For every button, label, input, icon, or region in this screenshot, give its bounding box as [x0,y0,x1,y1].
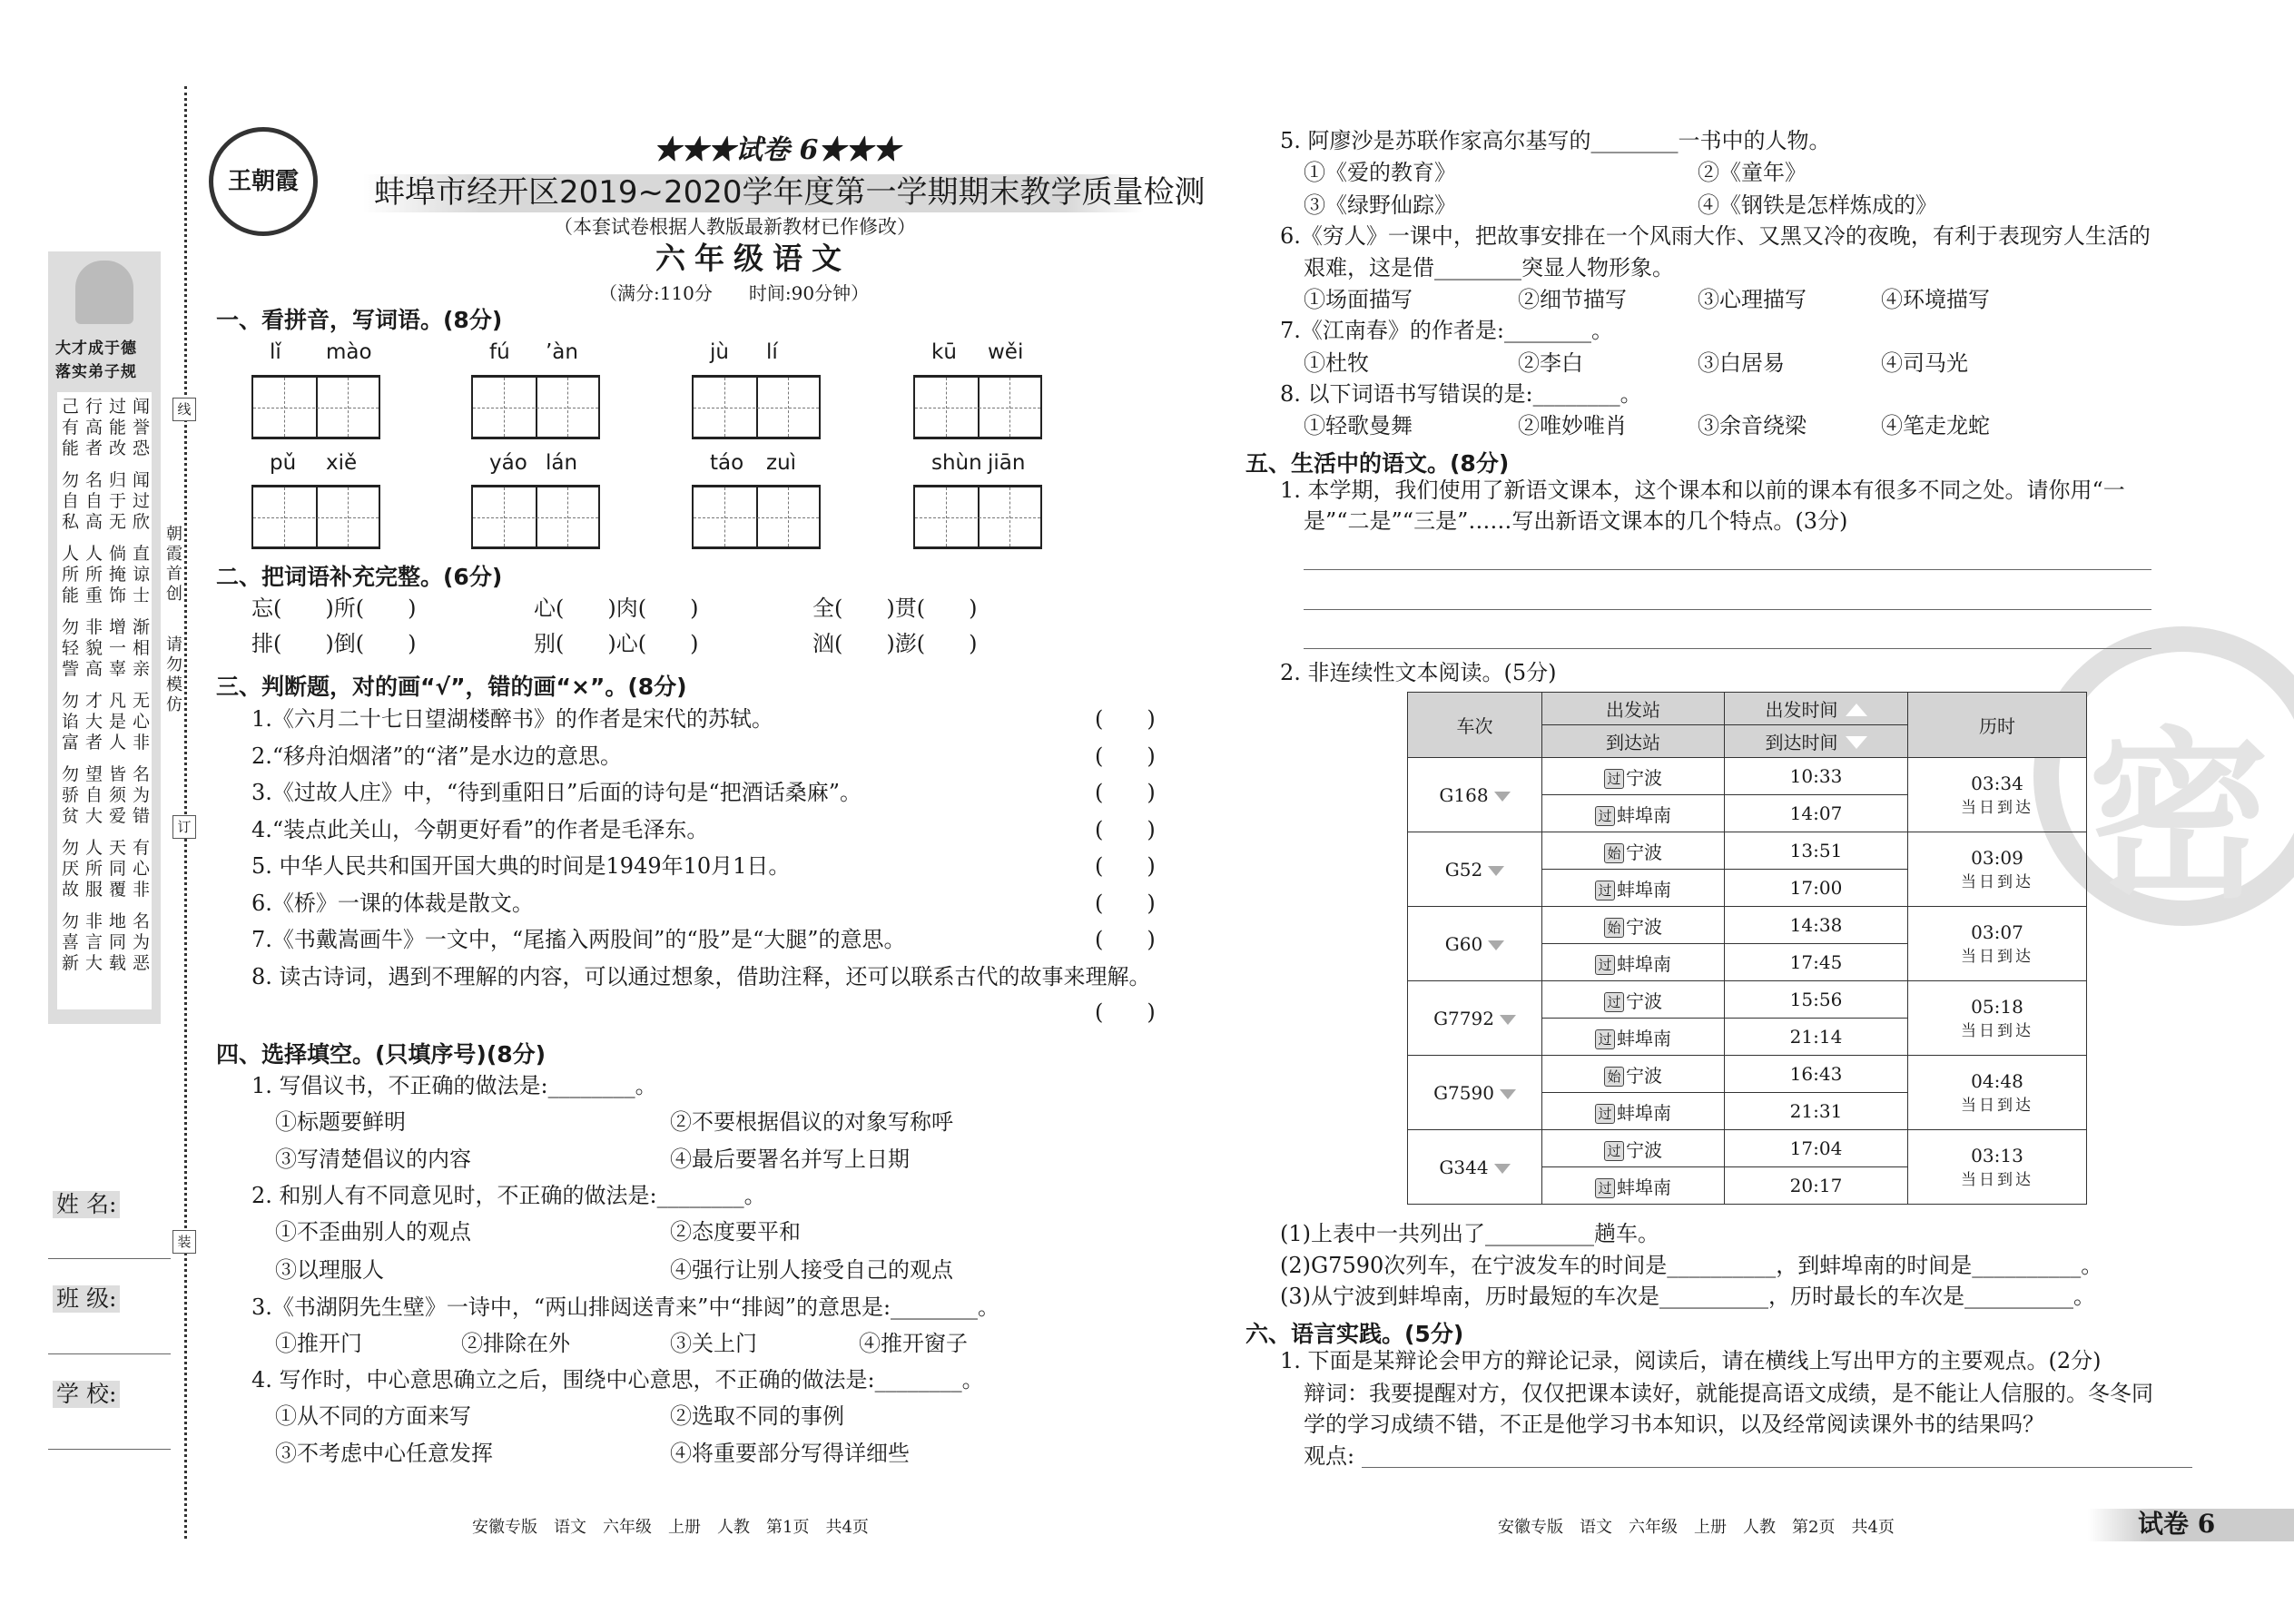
answer-parentheses[interactable]: ( ) [1095,706,1156,732]
exam-meta: （满分:110分 时间:90分钟） [599,282,870,304]
station-type-badge: 过 [1595,955,1615,975]
verse-line: 新大载恶 [62,953,157,973]
train-number[interactable] [1408,981,1542,1056]
arrival-note: 当日到达 [1961,948,2033,966]
true-false-item: 7.《书戴嵩画牛》一文中，“尾搐入两股间”的“股”是“大腿”的意思。 [251,927,906,952]
station-name: 宁波 [1626,989,1662,1012]
option[interactable]: ②李白 [1518,350,1583,376]
answer-parentheses[interactable]: ( ) [1095,780,1156,805]
station-name: 蚌埠南 [1617,952,1671,975]
station-type-badge: 始 [1604,918,1624,938]
binding-tag-mid: 订 [172,815,196,839]
departure-time: 14:38 [1725,907,1908,944]
station-name: 宁波 [1626,1064,1662,1087]
station-name: 宁波 [1626,915,1662,938]
option[interactable]: ①《爱的教育》 [1304,160,1456,185]
col-from: 出发站 [1542,693,1725,725]
verse-line: 勿非地名 [62,911,157,931]
question-5-2-1: (1)上表中一共列出了__________趟车。 [1280,1221,1659,1246]
duration [1908,1056,2087,1130]
writing-grid-box[interactable] [692,485,821,549]
duration [1908,758,2087,832]
verse-line: 勿望皆名 [62,764,157,784]
answer-parentheses[interactable]: ( ) [1095,853,1156,879]
station-name: 宁波 [1626,1138,1662,1161]
departure-time: 16:43 [1725,1056,1908,1093]
duration-value: 04:48 [1971,1070,2023,1092]
duration [1908,1130,2087,1205]
pinyin-syllable: jiān [988,451,1026,475]
fill-item[interactable]: 别( )心( ) [534,631,699,656]
arrival-time: 17:00 [1725,870,1908,907]
option[interactable]: ①杜牧 [1304,350,1369,376]
question-5-2: 2. 非连续性文本阅读。(5分) [1280,660,1557,685]
option[interactable]: ②细节描写 [1518,287,1627,312]
answer-parentheses[interactable]: ( ) [1095,890,1156,916]
verse-line: 轻貌一相 [62,638,157,658]
duration-value: 03:07 [1971,921,2023,943]
train-number[interactable] [1408,758,1542,832]
train-schedule-table [1407,692,2087,1205]
station-name: 蚌埠南 [1617,803,1671,826]
answer-parentheses[interactable]: ( ) [1095,816,1156,842]
fill-item[interactable]: 忘( )所( ) [251,595,417,621]
boy-reading-illustration [75,261,133,324]
arrival-time: 20:17 [1725,1167,1908,1205]
motto-1: 大才成于德 [55,340,137,358]
verse-line: 勿人天有 [62,838,157,858]
paper-number: ★★★试卷 6★★★ [654,134,901,166]
question-4-4: 4. 写作时，中心意思确立之后，围绕中心意思，不正确的做法是:________。 [251,1367,984,1393]
writing-grid-box[interactable] [692,375,821,439]
section-4-heading: 四、选择填空。(只填序号)(8分) [216,1041,546,1068]
verse-line: 有高能誉 [62,418,157,438]
question-6-1: 1. 下面是某辩论会甲方的辩论记录，阅读后，请在横线上写出甲方的主要观点。(2分) [1280,1348,2102,1373]
table-row [1408,832,2087,870]
arrival-note: 当日到达 [1961,873,2033,891]
station-name: 蚌埠南 [1617,1101,1671,1124]
question-4-6: 6.《穷人》一课中，把故事安排在一个风雨大作、又黑又冷的夜晚，有利于表现穷人生活的 [1280,223,2151,249]
arrival-note: 当日到达 [1961,1022,2033,1040]
option[interactable]: ④环境描写 [1881,287,1990,312]
station-name: 蚌埠南 [1617,878,1671,901]
pinyin-syllable: zuì [766,451,797,475]
writing-grid-box[interactable] [251,485,380,549]
duration [1908,981,2087,1056]
view-label: 观点: [1304,1443,1355,1469]
pinyin-syllable: lí [766,340,778,364]
arrival-time: 21:31 [1725,1093,1908,1130]
option[interactable]: ②态度要平和 [670,1219,801,1245]
option[interactable]: ④最后要署名并写上日期 [670,1147,910,1172]
expand-chevron-icon[interactable] [1494,1164,1511,1174]
class-field[interactable] [48,1353,171,1354]
train-number-text: G52 [1444,858,1483,881]
train-number[interactable] [1408,907,1542,981]
option[interactable]: ④强行让别人接受自己的观点 [670,1257,953,1283]
arrival-time: 17:45 [1725,944,1908,981]
school-label: 学 校: [53,1381,120,1408]
col-duration: 历时 [1908,693,2087,758]
binding-tag-bot: 装 [172,1230,196,1254]
to-station [1542,1019,1725,1056]
section-5-heading: 五、生活中的语文。(8分) [1245,450,1510,477]
section-2-heading: 二、把词语补充完整。(6分) [216,564,503,590]
station-type-badge: 过 [1604,992,1624,1012]
station-type-badge: 过 [1595,1104,1615,1124]
question-4-2: 2. 和别人有不同意见时，不正确的做法是:________。 [251,1183,766,1208]
class-label: 班 级: [53,1285,120,1313]
verse-line: 厌所同心 [62,859,157,879]
col-arr-label: 到达时间 [1765,732,1838,753]
verse-line: 谄大是心 [62,712,157,732]
station-name: 宁波 [1626,841,1662,863]
answer-parentheses[interactable]: ( ) [1095,927,1156,952]
option[interactable]: ②排除在外 [461,1331,570,1356]
to-station [1542,870,1725,907]
motto-2: 落实弟子规 [55,363,137,381]
question-4-5: 5. 阿廖沙是苏联作家高尔基写的________一书中的人物。 [1280,128,1831,153]
writing-grid-box[interactable] [471,485,600,549]
question-4-3: 3.《书湖阴先生壁》一诗中，“两山排闼送青来”中“排闼”的意思是:________。 [251,1294,1000,1320]
verse-line: 贫大爱错 [62,806,157,826]
verse-line: 所所掩谅 [62,565,157,585]
question-4-8: 8. 以下词语书写错误的是:________。 [1280,381,1642,407]
question-4-1: 1. 写倡议书，不正确的做法是:________。 [251,1073,657,1098]
option[interactable]: ①场面描写 [1304,287,1413,312]
to-station [1542,1093,1725,1130]
verse-line: 勿名归闻 [62,470,157,490]
from-station [1542,981,1725,1019]
verse-line: 自自于过 [62,491,157,511]
col-to: 到达站 [1542,725,1725,758]
departure-time: 10:33 [1725,758,1908,795]
option[interactable]: ③以理服人 [275,1257,384,1283]
to-station [1542,795,1725,832]
station-type-badge: 过 [1595,881,1615,901]
true-false-item: 1.《六月二十七日望湖楼醉书》的作者是宋代的苏轼。 [251,706,773,732]
option[interactable]: ①不歪曲别人的观点 [275,1219,471,1245]
from-station [1542,907,1725,944]
true-false-item: 3.《过故人庄》中，“待到重阳日”后面的诗句是“把酒话桑麻”。 [251,780,861,805]
departure-time: 15:56 [1725,981,1908,1019]
pinyin-syllable: mào [326,340,372,364]
option[interactable]: ③余音绕梁 [1698,413,1807,438]
station-name: 宁波 [1626,766,1662,789]
duration [1908,907,2087,981]
pinyin-syllable: yáo [489,451,527,475]
true-false-item: 5. 中华人民共和国开国大典的时间是1949年10月1日。 [251,853,791,879]
verse-line: 骄自须为 [62,785,157,805]
pinyin-syllable: wěi [988,340,1024,364]
option[interactable]: ③心理描写 [1698,287,1807,312]
section-6-heading: 六、语言实践。(5分) [1245,1321,1464,1347]
question-5-1: 1. 本学期，我们使用了新语文课本，这个课本和以前的课本有很多不同之处。请你用“一 [1280,477,2125,503]
exam-title: 蚌埠市经开区2019~2020学年度第一学期期末教学质量检测 [374,174,1206,211]
station-type-badge: 过 [1604,1141,1624,1161]
expand-chevron-icon[interactable] [1494,792,1511,802]
option[interactable]: ②选取不同的事例 [670,1403,844,1429]
verse-line: 能重饰士 [62,586,157,605]
from-station [1542,758,1725,795]
departure-time: 13:51 [1725,832,1908,870]
station-type-badge: 始 [1604,1067,1624,1087]
table-row [1408,1130,2087,1167]
question-5-2-2: (2)G7590次列车，在宁波发车的时间是__________，到蚌埠南的时间是__________。 [1280,1253,2103,1278]
to-station [1542,1167,1725,1205]
table-row [1408,907,2087,944]
school-field[interactable] [48,1449,171,1450]
option[interactable]: ②唯妙唯肖 [1518,413,1627,438]
section-3-heading: 三、判断题，对的画“√”，错的画“×”。(8分) [216,674,687,700]
arrival-time: 21:14 [1725,1019,1908,1056]
footer-badge: 试卷 6 [2138,1509,2216,1539]
answer-parentheses[interactable]: ( ) [1095,743,1156,769]
option[interactable]: ③《绿野仙踪》 [1304,192,1456,218]
footer-right: 安徽专版 语文 六年级 上册 人教 第2页 共4页 [1498,1518,1895,1537]
train-number-text: G344 [1439,1156,1489,1178]
option[interactable]: ③不考虑中心任意发挥 [275,1441,493,1466]
pinyin-syllable: fú [489,340,510,364]
option[interactable]: ②《童年》 [1698,160,1807,185]
train-number-text: G168 [1439,783,1489,806]
verse-line: 故服覆非 [62,880,157,900]
train-number[interactable] [1408,832,1542,907]
question-4-7: 7.《江南春》的作者是:________。 [1280,318,1613,343]
name-label: 姓 名: [53,1191,120,1218]
answer-line[interactable] [1304,609,2151,610]
to-station [1542,944,1725,981]
col-dep [1725,693,1908,725]
true-false-item: 2.“移舟泊烟渚”的“渚”是水边的意思。 [251,743,622,769]
true-false-item: 8. 读古诗词，遇到不理解的内容，可以通过想象，借助注释，还可以联系古代的故事来理解。 [251,963,1151,989]
expand-chevron-icon[interactable] [1488,940,1504,950]
arrival-note: 当日到达 [1961,1171,2033,1189]
view-answer-line[interactable] [1362,1467,2192,1468]
fill-item[interactable]: 心( )肉( ) [534,595,699,621]
option[interactable]: ④推开窗子 [859,1331,968,1356]
footer-left: 安徽专版 语文 六年级 上册 人教 第1页 共4页 [472,1518,869,1537]
duration-value: 03:09 [1971,847,2023,869]
true-false-item: 4.“装点此关山，今朝更好看”的作者是毛泽东。 [251,816,709,842]
option[interactable]: ③白居易 [1698,350,1785,376]
table-row [1408,981,2087,1019]
pinyin-syllable: lǐ [270,340,281,364]
station-type-badge: 过 [1604,769,1624,789]
answer-line[interactable] [1304,648,2151,649]
train-number-text: G7590 [1433,1081,1494,1104]
fill-item[interactable]: 汹( )澎( ) [812,631,978,656]
verse-line: 勿非增渐 [62,617,157,637]
option[interactable]: ③写清楚倡议的内容 [275,1147,471,1172]
pinyin-syllable: pǔ [270,451,297,475]
verse-line: 能者改恐 [62,438,157,458]
duration-value: 03:13 [1971,1145,2023,1166]
verse-line: 勿才凡无 [62,691,157,711]
col-dep-label: 出发时间 [1765,699,1838,721]
train-number[interactable] [1408,1130,1542,1205]
debate-text-cont: 学的学习成绩不错，不正是他学习书本知识，以及经常阅读课外书的结果吗？ [1304,1412,2044,1437]
exam-subtitle: （本套试卷根据人教版最新教材已作修改） [554,216,916,238]
question-5-1-cont: 是”“二是”“三是”……写出新语文课本的几个特点。(3分) [1304,508,1848,534]
option[interactable]: ④将重要部分写得详细些 [670,1441,910,1466]
departure-time: 17:04 [1725,1130,1908,1167]
question-5-2-3: (3)从宁波到蚌埠南，历时最短的车次是__________，历时最长的车次是__________。 [1280,1284,2095,1309]
from-station [1542,832,1725,870]
verse-line: 己行过闻 [62,397,157,417]
expand-chevron-icon[interactable] [1488,866,1504,876]
verse-line: 富者人非 [62,733,157,753]
duration-value: 03:34 [1971,773,2023,794]
station-type-badge: 过 [1595,806,1615,826]
option[interactable]: ④笔走龙蛇 [1881,413,1990,438]
fill-item[interactable]: 排( )倒( ) [251,631,417,656]
verse-line: 私高无欣 [62,512,157,532]
from-station [1542,1056,1725,1093]
verse-line: 訾高辜亲 [62,659,157,679]
writing-grid-box[interactable] [913,485,1042,549]
station-type-badge: 过 [1595,1178,1615,1198]
option[interactable]: ①推开门 [275,1331,362,1356]
verse-line: 人人倘直 [62,544,157,564]
train-number[interactable] [1408,1056,1542,1130]
brand-logo: 王朝霞 [209,127,318,236]
table-row [1408,1056,2087,1093]
writing-grid-box[interactable] [471,375,600,439]
answer-parentheses[interactable]: ( ) [1095,999,1156,1025]
from-station [1542,1130,1725,1167]
col-train: 车次 [1408,693,1542,758]
option[interactable]: ②不要根据倡议的对象写称呼 [670,1109,953,1135]
arrival-note: 当日到达 [1961,799,2033,817]
option[interactable]: ①从不同的方面来写 [275,1403,471,1429]
side-note-original: 朝 霞 首 创 [166,525,182,604]
sort-up-icon[interactable] [1846,704,1867,716]
pinyin-syllable: xiě [326,451,358,475]
train-number-text: G7792 [1433,1007,1494,1029]
writing-grid-box[interactable] [251,375,380,439]
pinyin-syllable: táo [710,451,744,475]
station-type-badge: 始 [1604,843,1624,863]
writing-grid-box[interactable] [913,375,1042,439]
table-row [1408,758,2087,795]
answer-line[interactable] [1304,569,2151,570]
option[interactable]: ①轻歌曼舞 [1304,413,1413,438]
pinyin-syllable: jù [710,340,729,364]
option[interactable]: ④司马光 [1881,350,1968,376]
duration [1908,832,2087,907]
station-name: 蚌埠南 [1617,1027,1671,1049]
arrival-time: 14:07 [1725,795,1908,832]
pinyin-syllable: kū [931,340,957,364]
duration-value: 05:18 [1971,996,2023,1018]
name-field[interactable] [48,1258,171,1259]
binding-dotted-line [184,86,187,1539]
section-1-heading: 一、看拼音，写词语。(8分) [216,307,503,333]
true-false-item: 6.《桥》一课的体裁是散文。 [251,890,534,916]
side-note-no-copy: 请 勿 模 仿 [166,635,182,714]
seal-watermark-char: 密 [2088,712,2270,923]
train-number-text: G60 [1444,932,1483,955]
station-type-badge: 过 [1595,1029,1615,1049]
fill-item[interactable]: 全( )贯( ) [812,595,978,621]
option[interactable]: ④《钢铁是怎样炼成的》 [1698,192,1937,218]
grade-subject: 六年级语文 [655,241,851,276]
binding-tag-top: 线 [172,398,196,421]
col-arr [1725,725,1908,758]
sort-down-icon[interactable] [1846,736,1867,749]
arrival-note: 当日到达 [1961,1097,2033,1115]
pinyin-syllable: lán [546,451,578,475]
debate-text: 辩词：我要提醒对方，仅仅把课本读好，就能提高语文成绩，是不能让人信服的。冬冬同 [1304,1381,2153,1406]
pinyin-syllable: ’àn [546,340,578,364]
verse-line: 喜言同为 [62,932,157,952]
question-4-6-cont: 艰难，这是借________突显人物形象。 [1304,255,1674,281]
pinyin-syllable: shùn [931,451,982,475]
option[interactable]: ③关上门 [670,1331,757,1356]
station-name: 蚌埠南 [1617,1176,1671,1198]
option[interactable]: ①标题要鲜明 [275,1109,406,1135]
expand-chevron-icon[interactable] [1500,1015,1516,1025]
expand-chevron-icon[interactable] [1500,1089,1516,1099]
